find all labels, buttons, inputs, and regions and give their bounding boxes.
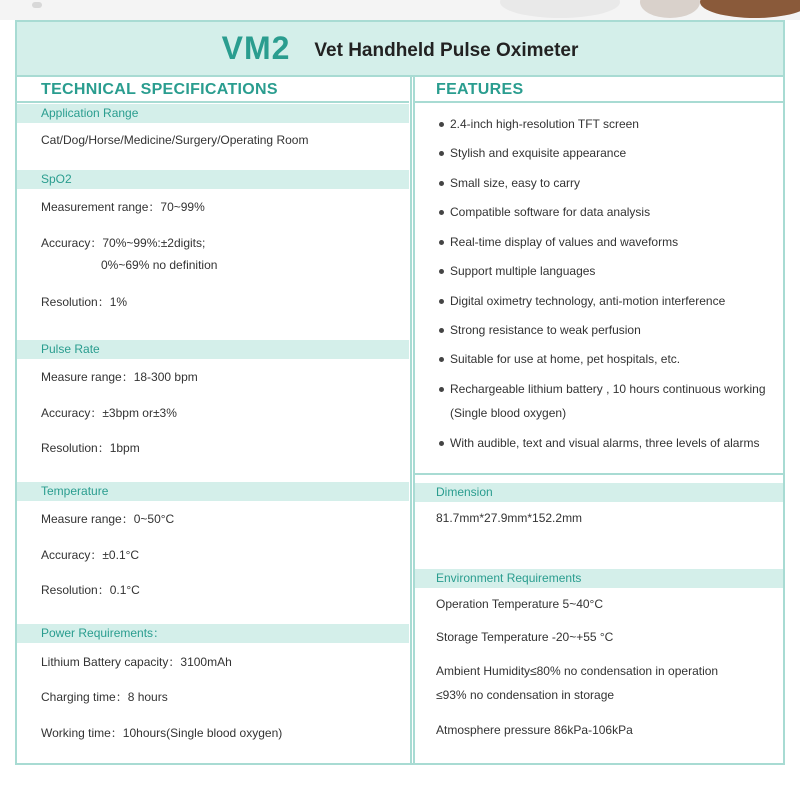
feature-item: Support multiple languages (450, 264, 596, 278)
photo-fragment (500, 0, 620, 18)
photo-fragment (700, 0, 800, 18)
spo2-accuracy: Accuracy：70%~99%:±2digits; (41, 236, 206, 250)
bullet-icon (439, 387, 444, 392)
bullet-icon (439, 441, 444, 446)
product-subtitle: Vet Handheld Pulse Oximeter (314, 39, 579, 61)
feature-item: Stylish and exquisite appearance (450, 146, 627, 160)
dimension-label: Dimension (415, 483, 783, 502)
temperature-measure-range: Measure range：0~50°C (41, 512, 175, 526)
power-requirements-label: Power Requirements： (17, 624, 409, 643)
feature-item: Rechargeable lithium battery , 10 hours continuous working (450, 382, 766, 396)
feature-item: 2.4-inch high-resolution TFT screen (450, 117, 639, 131)
dimension-value: 81.7mm*27.9mm*152.2mm (436, 511, 583, 525)
photo-fragment (32, 2, 42, 8)
pulse-measure-range: Measure range：18-300 bpm (41, 370, 198, 384)
spo2-resolution: Resolution：1% (41, 295, 128, 309)
spo2-label: SpO2 (17, 170, 409, 189)
bullet-icon (439, 122, 444, 127)
temperature-accuracy: Accuracy：±0.1°C (41, 548, 140, 562)
bullet-icon (439, 151, 444, 156)
battery-capacity: Lithium Battery capacity：3100mAh (41, 655, 232, 669)
spo2-measurement: Measurement range：70~99% (41, 200, 205, 214)
feature-item: Suitable for use at home, pet hospitals, etc. (450, 352, 681, 366)
feature-item: Small size, easy to carry (450, 176, 581, 190)
feature-item: Real-time display of values and waveforms (450, 235, 679, 249)
application-range-label: Application Range (17, 104, 409, 123)
pulse-resolution: Resolution：1bpm (41, 441, 140, 455)
spo2-accuracy-note: 0%~69% no definition (101, 258, 218, 272)
pulse-accuracy: Accuracy：±3bpm or±3% (41, 406, 177, 420)
bullet-icon (439, 181, 444, 186)
working-time: Working time：10hours(Single blood oxygen) (41, 726, 283, 740)
charging-time: Charging time：8 hours (41, 690, 168, 704)
application-range-text: Cat/Dog/Horse/Medicine/Surgery/Operating Room (41, 133, 309, 147)
temperature-label: Temperature (17, 482, 409, 501)
feature-item: Digital oximetry technology, anti-motion interference (450, 294, 726, 308)
bullet-icon (439, 328, 444, 333)
spec-sheet (15, 20, 785, 765)
atmosphere-pressure: Atmosphere pressure 86kPa-106kPa (436, 723, 633, 737)
photo-fragment (640, 0, 700, 18)
bullet-icon (439, 210, 444, 215)
bullet-icon (439, 299, 444, 304)
bullet-icon (439, 240, 444, 245)
feature-item: With audible, text and visual alarms, three levels of alarms (450, 436, 760, 450)
environment-label: Environment Requirements (415, 569, 783, 588)
pulse-rate-label: Pulse Rate (17, 340, 409, 359)
bullet-icon (439, 269, 444, 274)
storage-humidity: ≤93% no condensation in storage (436, 688, 615, 702)
feature-item: Compatible software for data analysis (450, 205, 651, 219)
features-list (415, 103, 783, 475)
title-bar (17, 22, 783, 77)
temperature-resolution: Resolution：0.1°C (41, 583, 140, 597)
storage-temperature: Storage Temperature -20~+55 °C (436, 630, 614, 644)
feature-item-continued: (Single blood oxygen) (450, 406, 567, 420)
bullet-icon (439, 357, 444, 362)
model-name: VM2 (221, 30, 291, 66)
ambient-humidity: Ambient Humidity≤80% no condensation in operation (436, 664, 719, 678)
top-photo-strip (0, 0, 800, 20)
features-heading: FEATURES (415, 77, 783, 103)
technical-heading: TECHNICAL SPECIFICATIONS (17, 77, 409, 103)
operation-temperature: Operation Temperature 5~40°C (436, 597, 604, 611)
feature-item: Strong resistance to weak perfusion (450, 323, 641, 337)
